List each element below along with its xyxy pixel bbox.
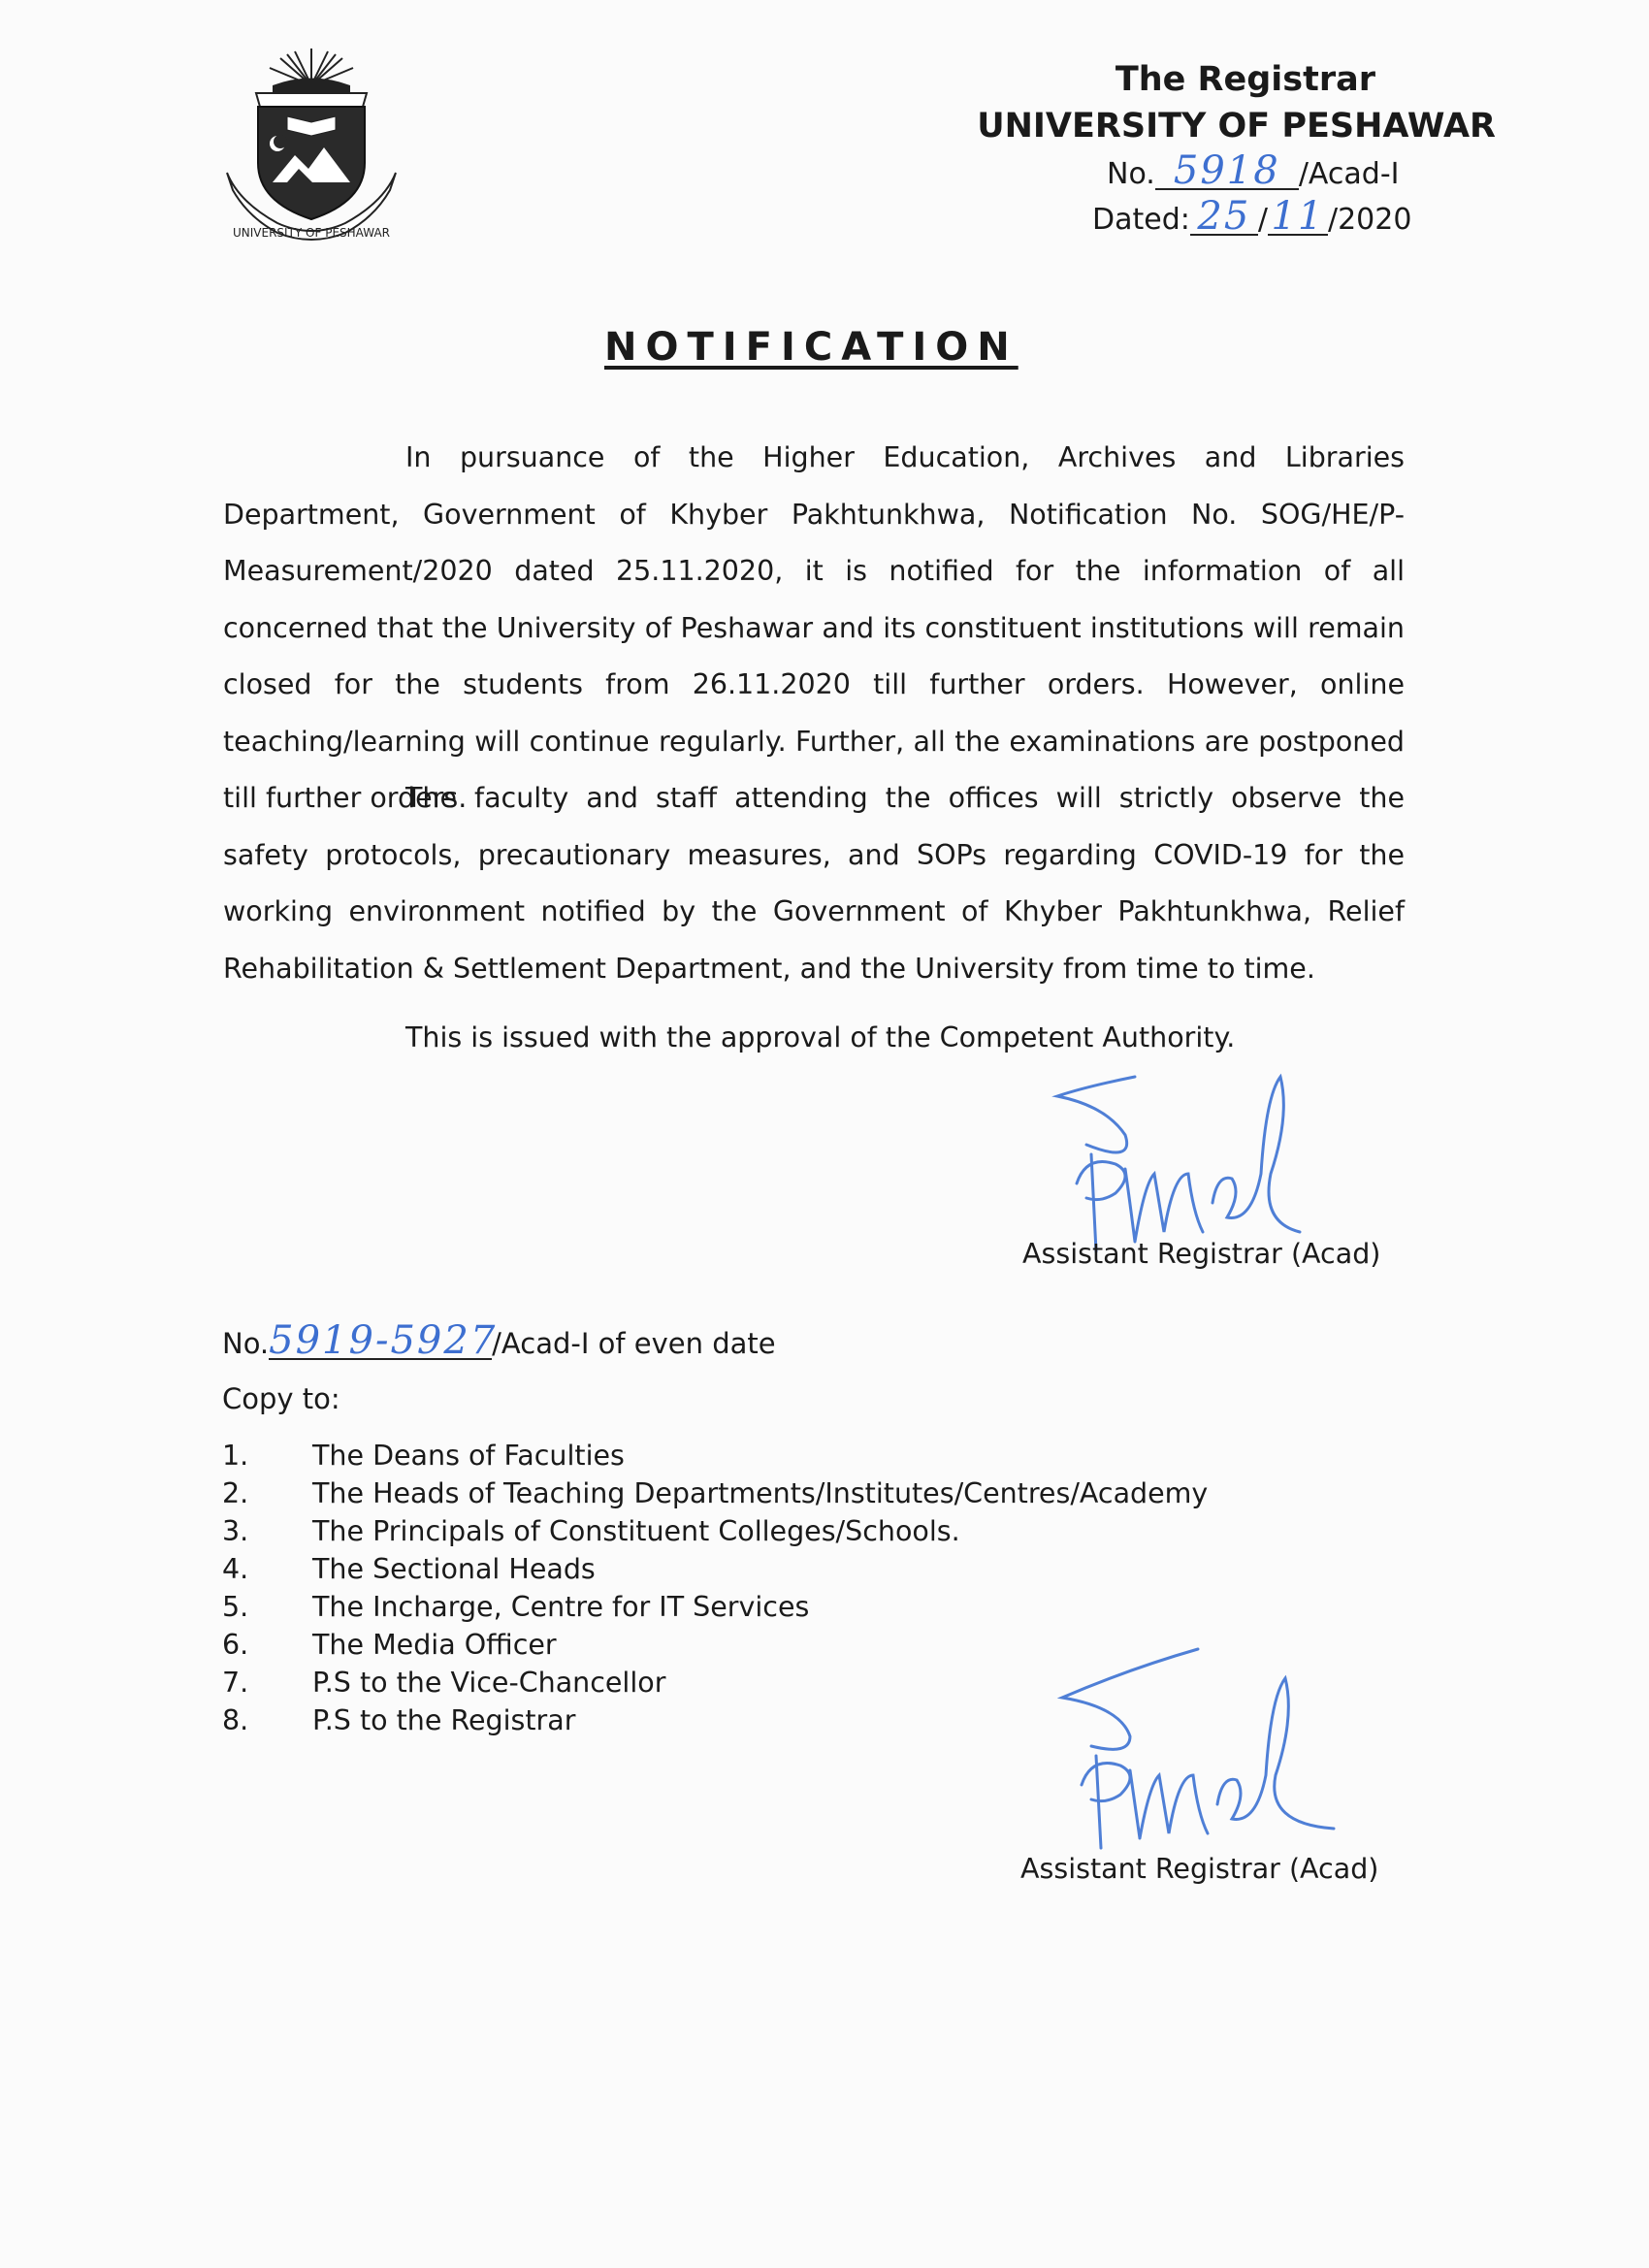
body-paragraph-3: This is issued with the approval of the Competent Authority. [405,1021,1236,1053]
list-item: 8. P.S to the Registrar [222,1704,576,1736]
dated-line: Dated: 25 /11 /2020 [1092,194,1412,239]
list-item: 5. The Incharge, Centre for IT Services [222,1591,810,1623]
copy-no-suffix: /Acad-I of even date [492,1327,776,1360]
list-item: 7. P.S to the Vice-Chancellor [222,1667,666,1699]
reference-no-suffix: /Acad-I [1298,157,1400,191]
list-item: 6. The Media Officer [222,1629,557,1661]
crest-ribbon-text: UNIVERSITY OF PESHAWAR [233,226,390,240]
date-month-handwritten: 11 [1268,199,1328,236]
reference-no-handwritten: 5918 [1155,153,1299,190]
reference-no-prefix: No. [1107,157,1155,191]
body-paragraph-1: In pursuance of the Higher Education, Archives and Libraries Department, Government of Khyber Pakhtunkhwa, Notification No. SOG/HE/P-Measurement/2020 dated 25.11.2020, it is notified for the information of all concerned that the University of Peshawar and its constituent institutions will remain closed for the students from 26.11.2020 till further orders. However, online teaching/learning will continue regularly. Further, all the examinations are postponed till further orders. [223,441,1405,814]
list-item: 2. The Heads of Teaching Departments/Institutes/Centres/Academy [222,1477,1209,1509]
copy-no-prefix: No. [222,1327,270,1360]
dated-prefix: Dated: [1092,203,1190,237]
copy-no-handwritten: 5919-5927 [269,1318,498,1363]
university-crest-logo [219,47,404,250]
signature-1-caption: Assistant Registrar (Acad) [1022,1238,1381,1270]
copy-reference-line [222,1318,776,1363]
registrar-office-title: The Registrar [1115,60,1375,99]
copy-to-label: Copy to: [222,1382,340,1415]
signature-2-caption: Assistant Registrar (Acad) [1020,1853,1379,1885]
reference-number-line [1107,148,1400,193]
date-year: /2020 [1327,203,1412,237]
university-name: UNIVERSITY OF PESHAWAR [977,107,1496,146]
list-item: 4. The Sectional Heads [222,1553,596,1585]
list-item: 3. The Principals of Constituent Colleges/Schools. [222,1515,960,1547]
body-paragraph-2: The faculty and staff attending the offices will strictly observe the safety protocols, precautionary measures, and SOPs regarding COVID-19 for the working environment notified by the Government of Khyber Pakhtunkhwa, Relief Rehabilitation & Settlement Department, and the University from time to time. [223,782,1405,985]
date-day-handwritten: 25 [1190,199,1258,236]
notification-title: NOTIFICATION [604,325,1018,370]
list-item: 1. The Deans of Faculties [222,1440,625,1472]
signature-2-handwritten [1052,1639,1343,1853]
